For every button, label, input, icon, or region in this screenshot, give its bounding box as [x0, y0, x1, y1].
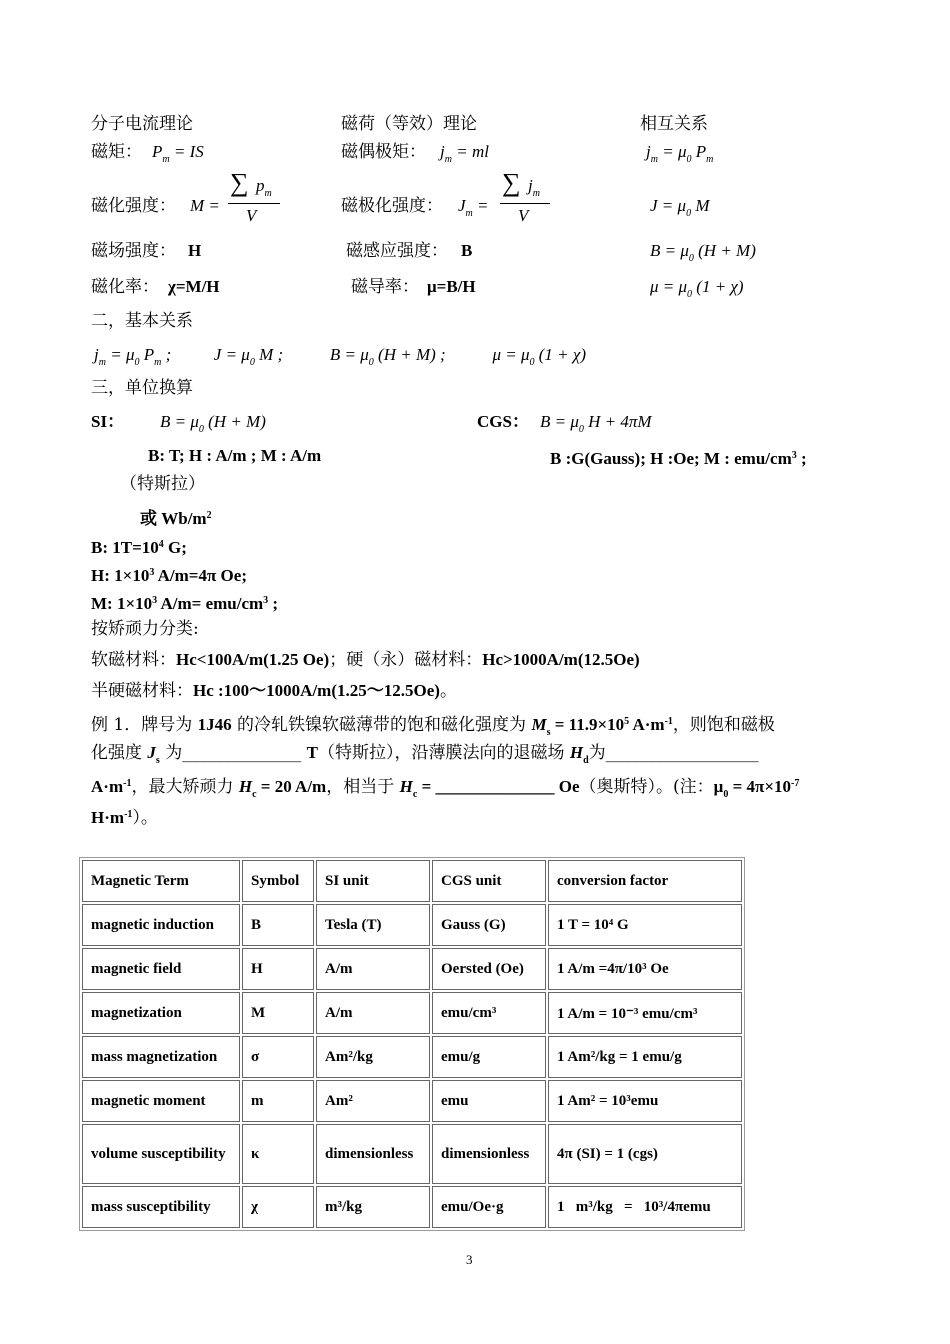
header-relationship: 相互关系	[640, 114, 708, 134]
unit-conversion-table	[79, 857, 745, 1231]
table-cell: magnetization	[82, 992, 240, 1034]
header-magnetic-charge: 磁荷（等效）理论	[341, 114, 477, 134]
table-header-cell: conversion factor	[548, 860, 742, 902]
field-strength-symbol: H	[188, 241, 202, 260]
example-line-1: 例 1．牌号为 1J46 的冷轧铁镍软磁薄带的饱和磁化强度为 $M_s = 11.9\times 10^5$ $A\cdot m^{-1}$，则饱和磁极	[91, 715, 775, 738]
table-cell: 1 A/m = 10⁻³ emu/cm³	[548, 992, 742, 1034]
table-row	[82, 1036, 742, 1078]
table-cell: σ	[242, 1036, 314, 1078]
table-cell: Tesla (T)	[316, 904, 430, 946]
dipole-moment-label: 磁偶极矩：	[341, 142, 426, 162]
table-cell: dimensionless	[432, 1124, 546, 1184]
si-units: B: T; H : A/m ; M : A/m	[148, 446, 322, 465]
conversion-b: B: $1T=10^4$ G;	[91, 538, 187, 557]
table-cell: B	[242, 904, 314, 946]
si-weber-alt: 或 $Wb/m^2$	[140, 509, 212, 528]
table-header-cell: Magnetic Term	[82, 860, 240, 902]
susceptibility-label: 磁化率：	[91, 277, 159, 297]
si-tesla-note: （特斯拉）	[120, 474, 205, 494]
field-strength-label: 磁场强度：	[91, 241, 176, 261]
example-line-4: $H\cdot m^{-1}$）。	[91, 808, 158, 828]
magnetization-lhs: M =	[190, 196, 220, 215]
example-line-2: 化强度 $J_s$ 为______________ T（特斯拉），沿薄膜法向的退磁场 $H_d$为__________________	[91, 743, 759, 766]
table-cell: A/m	[316, 948, 430, 990]
moment-relation-equation: $j_m = \mu_0$ $P_m$	[646, 142, 714, 165]
permeability-definition: μ=B/H	[427, 277, 476, 296]
table-cell: emu/g	[432, 1036, 546, 1078]
table-cell: m³/kg	[316, 1186, 430, 1228]
table-cell: Oersted (Oe)	[432, 948, 546, 990]
polarization-fraction: ∑ $j_m$ V	[500, 168, 550, 228]
cgs-equation: $B = \mu_0$ H + 4πM	[540, 412, 652, 435]
semi-hard-magnetic-line: 半硬磁材料：Hc :100～1000A/m(1.25～12.5Oe)。	[91, 681, 457, 701]
table-cell: 1 m³/kg = 10³/4πemu	[548, 1186, 742, 1228]
moment-equation: $P_m$ = IS	[152, 142, 204, 165]
table-cell: 1 T = 10⁴ G	[548, 904, 742, 946]
magnetization-label: 磁化强度：	[91, 196, 176, 216]
polarization-relation-equation: $J = \mu_0$ M	[650, 196, 710, 219]
dipole-moment-equation: $j_m$ = ml	[440, 142, 489, 165]
magnetization-fraction: ∑ $p_m$ V	[228, 168, 280, 228]
section-basic-relations-title: 二，基本关系	[91, 311, 193, 331]
table-cell: Gauss (G)	[432, 904, 546, 946]
si-equation: $B = \mu_0$ (H + M)	[160, 412, 266, 435]
table-cell: 1 Am²/kg = 1 emu/g	[548, 1036, 742, 1078]
cgs-units: B :G(Gauss); H :Oe; M : emu/$cm^3$ ;	[550, 449, 807, 468]
induction-relation-equation: $B = \mu_0$ (H + M)	[650, 241, 756, 264]
permeability-relation-equation: $\mu = \mu_0$ (1 + χ)	[650, 277, 744, 300]
page-number: 3	[466, 1252, 473, 1267]
table-row	[82, 904, 742, 946]
table-row	[82, 992, 742, 1034]
polarization-lhs: $J_m$ =	[458, 196, 489, 219]
susceptibility-definition: χ=M/H	[168, 277, 220, 296]
table-header-cell: CGS unit	[432, 860, 546, 902]
table-cell: magnetic induction	[82, 904, 240, 946]
table-cell: χ	[242, 1186, 314, 1228]
table-cell: magnetic moment	[82, 1080, 240, 1122]
induction-symbol: B	[461, 241, 473, 260]
table-cell: emu	[432, 1080, 546, 1122]
table-header-row	[82, 860, 742, 902]
table-header-cell: Symbol	[242, 860, 314, 902]
moment-label: 磁矩：	[91, 142, 142, 162]
soft-hard-magnetic-line: 软磁材料：Hc<100A/m(1.25 Oe)；硬（永）磁材料：Hc>1000A/m(12.5Oe)	[91, 650, 640, 670]
table-cell: Am²	[316, 1080, 430, 1122]
cgs-label: CGS：	[477, 412, 529, 431]
table-cell: mass magnetization	[82, 1036, 240, 1078]
polarization-label: 磁极化强度：	[341, 196, 443, 216]
table-cell: 1 Am² = 10³emu	[548, 1080, 742, 1122]
table-cell: emu/Oe·g	[432, 1186, 546, 1228]
permeability-label: 磁导率：	[351, 277, 419, 297]
header-molecular-current: 分子电流理论	[91, 114, 193, 134]
table-cell: Am²/kg	[316, 1036, 430, 1078]
si-label: SI：	[91, 412, 125, 431]
table-row	[82, 1080, 742, 1122]
conversion-m: M: $1\times 10^3$ A/m= emu/$cm^3$ ;	[91, 594, 279, 613]
table-cell: mass susceptibility	[82, 1186, 240, 1228]
table-cell: magnetic field	[82, 948, 240, 990]
table-cell: 4π (SI) = 1 (cgs)	[548, 1124, 742, 1184]
section-unit-conversion-title: 三，单位换算	[91, 378, 193, 398]
table-cell: H	[242, 948, 314, 990]
table-header-cell: SI unit	[316, 860, 430, 902]
table-cell: M	[242, 992, 314, 1034]
table-cell: m	[242, 1080, 314, 1122]
table-cell: dimensionless	[316, 1124, 430, 1184]
basic-relations-equations: $j_m = \mu_0$ $P_m$ ; $J = \mu_0$ M ; $B = \mu_0$ (H + M) ; $\mu = \mu_0$ (1 + χ)	[94, 345, 587, 368]
table-cell: A/m	[316, 992, 430, 1034]
example-line-3: $A\cdot m^{-1}$，最大矫顽力 $H_c = 20$ A/m，相当于 $H_c$ = ______________ Oe（奥斯特）。(注：$\mu_0 = 4\pi\times 10^{-7}$	[91, 777, 800, 800]
table-cell: 1 A/m =4π/10³ Oe	[548, 948, 742, 990]
table-cell: κ	[242, 1124, 314, 1184]
table-row	[82, 948, 742, 990]
table-cell: volume susceptibility	[82, 1124, 240, 1184]
table-row	[82, 1124, 742, 1184]
conversion-h: H: $1\times 10^3$ A/m=4π Oe;	[91, 566, 247, 585]
table-cell: emu/cm³	[432, 992, 546, 1034]
table-row	[82, 1186, 742, 1228]
induction-label: 磁感应强度：	[346, 241, 448, 261]
coercivity-title: 按矫顽力分类:	[91, 619, 199, 639]
